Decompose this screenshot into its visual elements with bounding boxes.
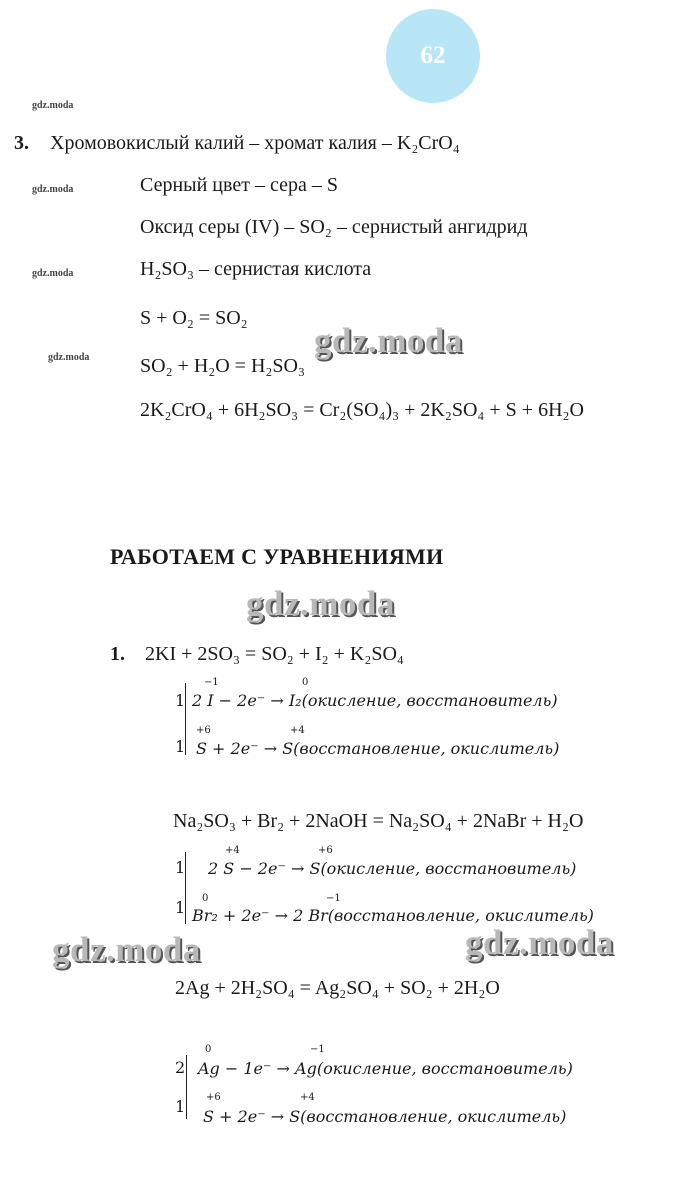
task-1-equation-1: 2KI + 2SO₃ = SO₂ + I₂ + K₂SO₄ bbox=[145, 643, 404, 665]
task-3-number: 3. bbox=[14, 132, 29, 154]
half-reaction: S + 2e⁻ → S(восстановление, окислитель) bbox=[203, 1107, 567, 1126]
oxidation-state: +6 bbox=[196, 725, 211, 736]
task-3-line-4: H₂SO₃ – сернистая кислота bbox=[140, 258, 372, 280]
half-reaction: Ag − 1e⁻ → Ag(окисление, восстановитель) bbox=[198, 1059, 573, 1078]
oxidation-state: +4 bbox=[290, 725, 305, 736]
task-3-line-1: Хромовокислый калий – хромат калия – K₂CrO₄ bbox=[50, 132, 460, 154]
oxidation-state: +4 bbox=[225, 845, 240, 856]
watermark-small: gdz.moda bbox=[32, 268, 74, 279]
half-reaction: 2 I − 2e⁻ → I₂(окисление, восстановитель) bbox=[192, 691, 558, 710]
watermark-large: gdz.moda bbox=[52, 930, 201, 969]
oxidation-state: +4 bbox=[300, 1092, 315, 1103]
task-3-equation-3: 2K₂CrO₄ + 6H₂SO₃ = Cr₂(SO₄)₃ + 2K₂SO₄ + S + 6H₂O bbox=[140, 399, 584, 421]
task-3-equation-1: S + O₂ = SO₂ bbox=[140, 307, 248, 329]
balance-coefficient: 1 bbox=[175, 1097, 186, 1116]
watermark-large: gdz.moda bbox=[246, 584, 395, 623]
task-1-equation-2: Na₂SO₃ + Br₂ + 2NaOH = Na₂SO₄ + 2NaBr + H₂O bbox=[173, 810, 584, 832]
oxidation-state: +6 bbox=[206, 1092, 221, 1103]
watermark-large: gdz.moda bbox=[314, 321, 463, 360]
half-reaction: Br₂ + 2e⁻ → 2 Br(восстановление, окислитель) bbox=[192, 906, 594, 925]
task-1-number: 1. bbox=[110, 643, 125, 665]
oxidation-state: −1 bbox=[204, 677, 219, 688]
watermark-small: gdz.moda bbox=[48, 352, 90, 363]
oxidation-state: −1 bbox=[326, 893, 341, 904]
half-reaction: S + 2e⁻ → S(восстановление, окислитель) bbox=[196, 739, 560, 758]
balance-coefficient: 1 bbox=[175, 898, 186, 917]
balance-coefficient: 1 bbox=[175, 737, 186, 756]
task-3-line-2: Серный цвет – сера – S bbox=[140, 174, 338, 196]
oxidation-state: 0 bbox=[202, 893, 209, 904]
oxidation-state: +6 bbox=[318, 845, 333, 856]
oxidation-state: 0 bbox=[205, 1044, 212, 1055]
watermark-small: gdz.moda bbox=[32, 184, 74, 195]
balance-coefficient: 1 bbox=[175, 691, 186, 710]
balance-coefficient: 1 bbox=[175, 858, 186, 877]
page-number-badge bbox=[386, 9, 480, 103]
oxidation-state: 0 bbox=[302, 677, 309, 688]
watermark-small: gdz.moda bbox=[32, 100, 74, 111]
balance-divider bbox=[186, 1055, 187, 1119]
section-title: РАБОТАЕМ С УРАВНЕНИЯМИ bbox=[110, 544, 444, 569]
watermark-large: gdz.moda bbox=[465, 923, 614, 962]
half-reaction: 2 S − 2e⁻ → S(окисление, восстановитель) bbox=[208, 859, 577, 878]
task-3-line-3: Оксид серы (IV) – SO₂ – сернистый ангидрид bbox=[140, 216, 528, 238]
oxidation-state: −1 bbox=[310, 1044, 325, 1055]
balance-coefficient: 2 bbox=[175, 1058, 186, 1077]
task-1-equation-3: 2Ag + 2H₂SO₄ = Ag₂SO₄ + SO₂ + 2H₂O bbox=[175, 977, 500, 999]
page-number: 62 bbox=[420, 42, 446, 69]
task-3-equation-2: SO₂ + H₂O = H₂SO₃ bbox=[140, 355, 305, 377]
